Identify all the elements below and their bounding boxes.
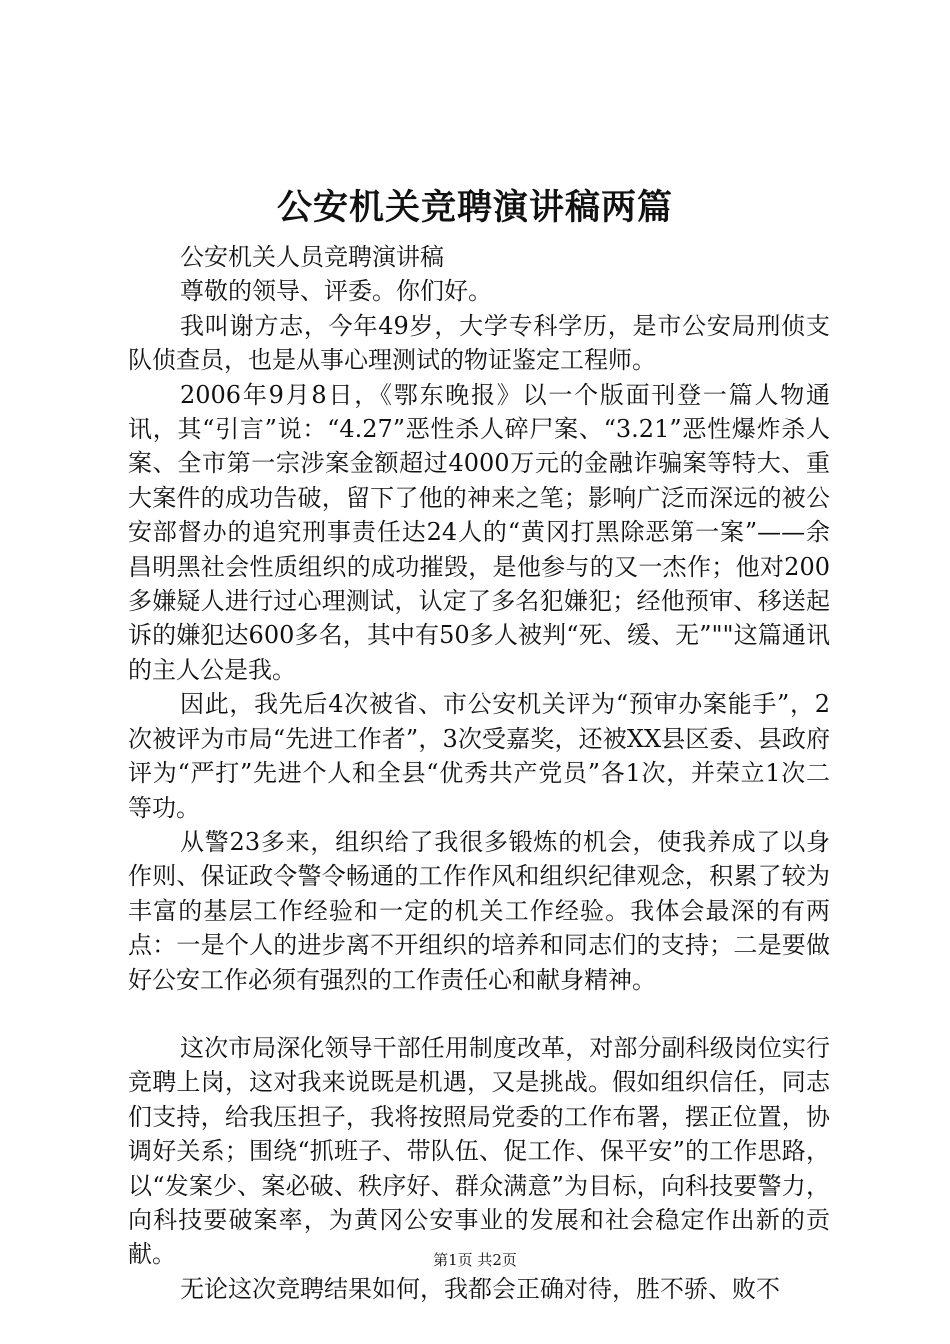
reform-paragraph: 这次市局深化领导干部任用制度改革，对部分副科级岗位实行竞聘上岗，这对我来说既是机遇，又是挑战。假如组织信任，同志们支持，给我压担子，我将按照局党委的工作布署，摆正位置，协调好关系；围绕“抓班子、带队伍、促工作、保平安”的工作思路，以“发案少、案必破、秩序好、群众满意”为目标，向科技要警力，向科技要破案率，为黄冈公安事业的发展和社会稳定作出新的贡献。 xyxy=(128,1033,830,1269)
intro-paragraph: 我叫谢方志，今年49岁，大学专科学历，是市公安局刑侦支队侦查员，也是从事心理测试的物证鉴定工程师。 xyxy=(128,311,830,375)
page-footer: 第1页 共2页 xyxy=(433,1251,517,1269)
news-paragraph: 2006年9月8日，《鄂东晚报》以一个版面刊登一篇人物通讯，其“引言”说：“4.27”恶性杀人碎尸案、“3.21”恶性爆炸杀人案、全市第一宗涉案金额超过4000万元的金融诈骗案等特大、重大案件的成功告破，留下了他的神来之笔；影响广泛而深远的被公安部督办的追究刑事责任达24人的“黄冈打黑除恶第一案”——余昌明黑社会性质组织的成功摧毁，是他参与的又一杰作；他对200多嫌疑人进行过心理测试，认定了多名犯嫌犯；经他预审、移送起诉的嫌犯达600多名，其中有50多人被判“死、缓、无”""这篇通讯的主人公是我。 xyxy=(128,380,830,684)
subtitle-paragraph: 公安机关人员竞聘演讲稿 xyxy=(180,243,444,271)
honors-paragraph: 因此，我先后4次被省、市公安机关评为“预审办案能手”，2次被评为市局“先进工作者”，3次受嘉奖，还被XX县区委、县政府评为“严打”先进个人和全县“优秀共产党员”各1次，并荣立1次二等功。 xyxy=(128,690,830,822)
greeting-paragraph: 尊敬的领导、评委。你们好。 xyxy=(180,277,492,306)
experience-paragraph: 从警23多来，组织给了我很多锻炼的机会，使我养成了以身作则、保证政令警令畅通的工作作风和组织纪律观念，积累了较为丰富的基层工作经验和一定的机关工作经验。我体会最深的有两点：一是个人的进步离不开组织的培养和同志们的支持；二是要做好公安工作必须有强烈的工作责任心和献身精神。 xyxy=(128,827,830,994)
closing-paragraph: 无论这次竞聘结果如何，我都会正确对待，胜不骄、败不 xyxy=(180,1274,780,1303)
document-body xyxy=(128,240,830,1306)
document-title: 公安机关竞聘演讲稿两篇 xyxy=(276,187,673,228)
